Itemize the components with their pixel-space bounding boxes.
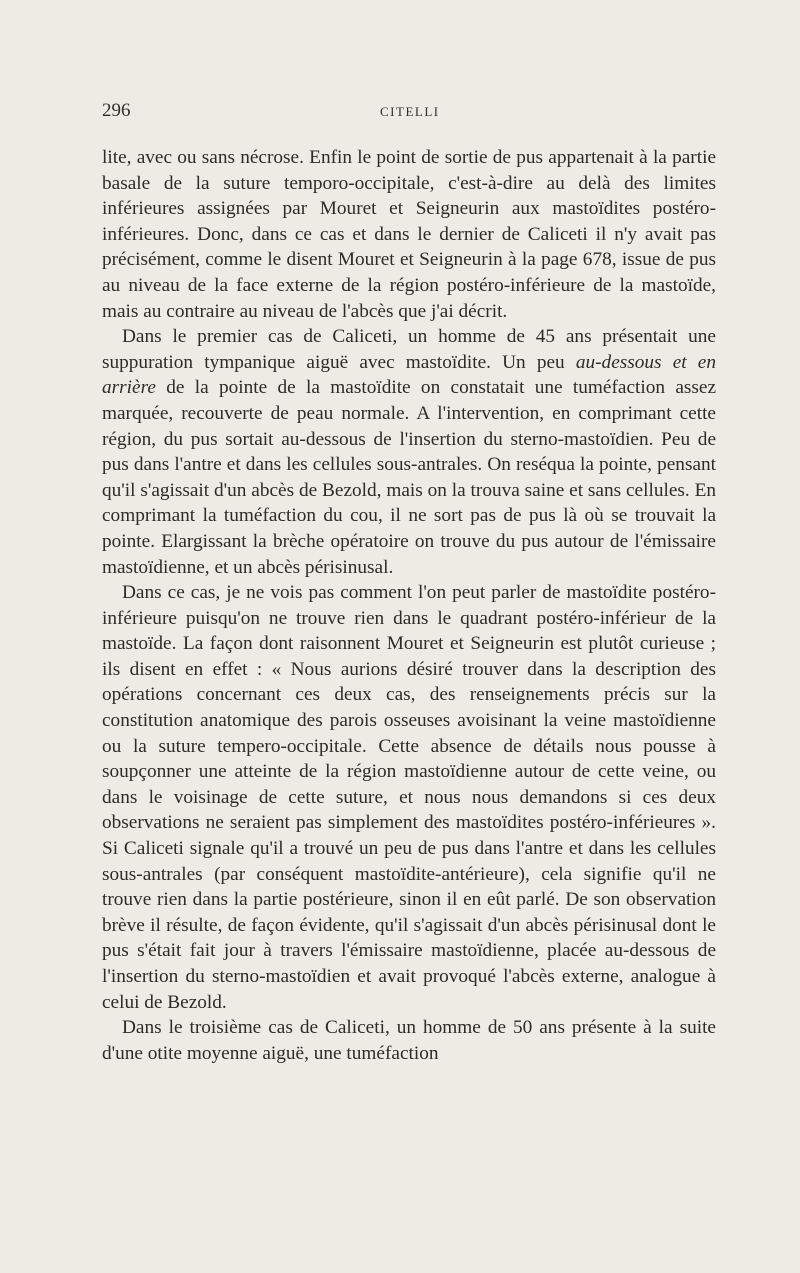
paragraph-2-text-end: de la pointe de la mastoïdite on constatait une tuméfaction assez marquée, recouverte de peau normale. A l'intervention, en comprimant cette région, du pus sortait au-dessous de l'insertion du sterno-mastoïdien. Peu de pus dans l'antre et dans les cellules sous-antrales. On reséqua la pointe, pensant qu'il s'agissait d'un abcès de Bezold, mais on la trouva saine et sans cellules. En comprimant la tuméfaction du cou, il ne sort pas de pus là où se trouvait la pointe. Elargissant la brèche opératoire on trouve du pus autour de l'émissaire mastoïdienne, et un abcès périsinusal.: [102, 377, 716, 578]
running-head: CITELLI: [380, 104, 440, 119]
page-number: 296: [102, 100, 131, 121]
body-text: [102, 145, 716, 1066]
paragraph-2-text-start: Dans le premier cas de Caliceti, un homme de 45 ans présentait une suppuration tympanique aiguë avec mastoïdite. Un peu: [102, 326, 716, 373]
paragraph-2-italic-phrase: au-dessous et en arrière: [102, 351, 716, 399]
paragraph-1: lite, avec ou sans nécrose. Enfin le point de sortie de pus appartenait à la partie basale de la suture temporo-occipitale, c'est-à-dire au delà des limites inférieures assignées par Mouret et Seigneurin aux mastoïdites postéro-inférieures. Donc, dans ce cas et dans le dernier de Caliceti il n'y avait pas précisément, comme le disent Mouret et Seigneurin à la page 678, issue de pus au niveau de la face externe de la région postéro-inférieure de la mastoïde, mais au contraire au niveau de l'abcès que j'ai décrit.: [102, 147, 716, 322]
paragraph-2: [102, 324, 716, 580]
paragraph-4: Dans le troisième cas de Caliceti, un homme de 50 ans présente à la suite d'une otite moyenne aiguë, une tuméfaction: [102, 1017, 716, 1064]
page-header: [102, 100, 714, 130]
paragraph-3: Dans ce cas, je ne vois pas comment l'on peut parler de mastoïdite postéro-inférieure puisqu'on ne trouve rien dans le quadrant postéro-inférieur de la mastoïde. La façon dont raisonnent Mouret et Seigneurin est plutôt curieuse ; ils disent en effet : « Nous aurions désiré trouver dans la description des opérations concernant ces deux cas, des renseignements précis sur la constitution anatomique des parois osseuses avoisinant la veine mastoïdienne ou la suture tempero-occipitale. Cette absence de détails nous pousse à soupçonner une atteinte de la région mastoïdienne autour de cette veine, ou dans le voisinage de cette suture, et nous nous demandons si ces deux observations ne seraient pas simplement des mastoïdites postéro-inférieures ». Si Caliceti signale qu'il a trouvé un peu de pus dans l'antre et dans les cellules sous-antrales (par conséquent mastoïdite-antérieure), cela signifie qu'il ne trouve rien dans la partie postérieure, sinon il en eût parlé. De son observation brève il résulte, de façon évidente, qu'il s'agissait d'un abcès périsinusal dont le pus s'était fait jour à travers l'émissaire mastoïdienne, placée au-dessous de l'insertion du sterno-mastoïdien et avait provoqué l'abcès externe, analogue à celui de Bezold.: [102, 582, 716, 1013]
